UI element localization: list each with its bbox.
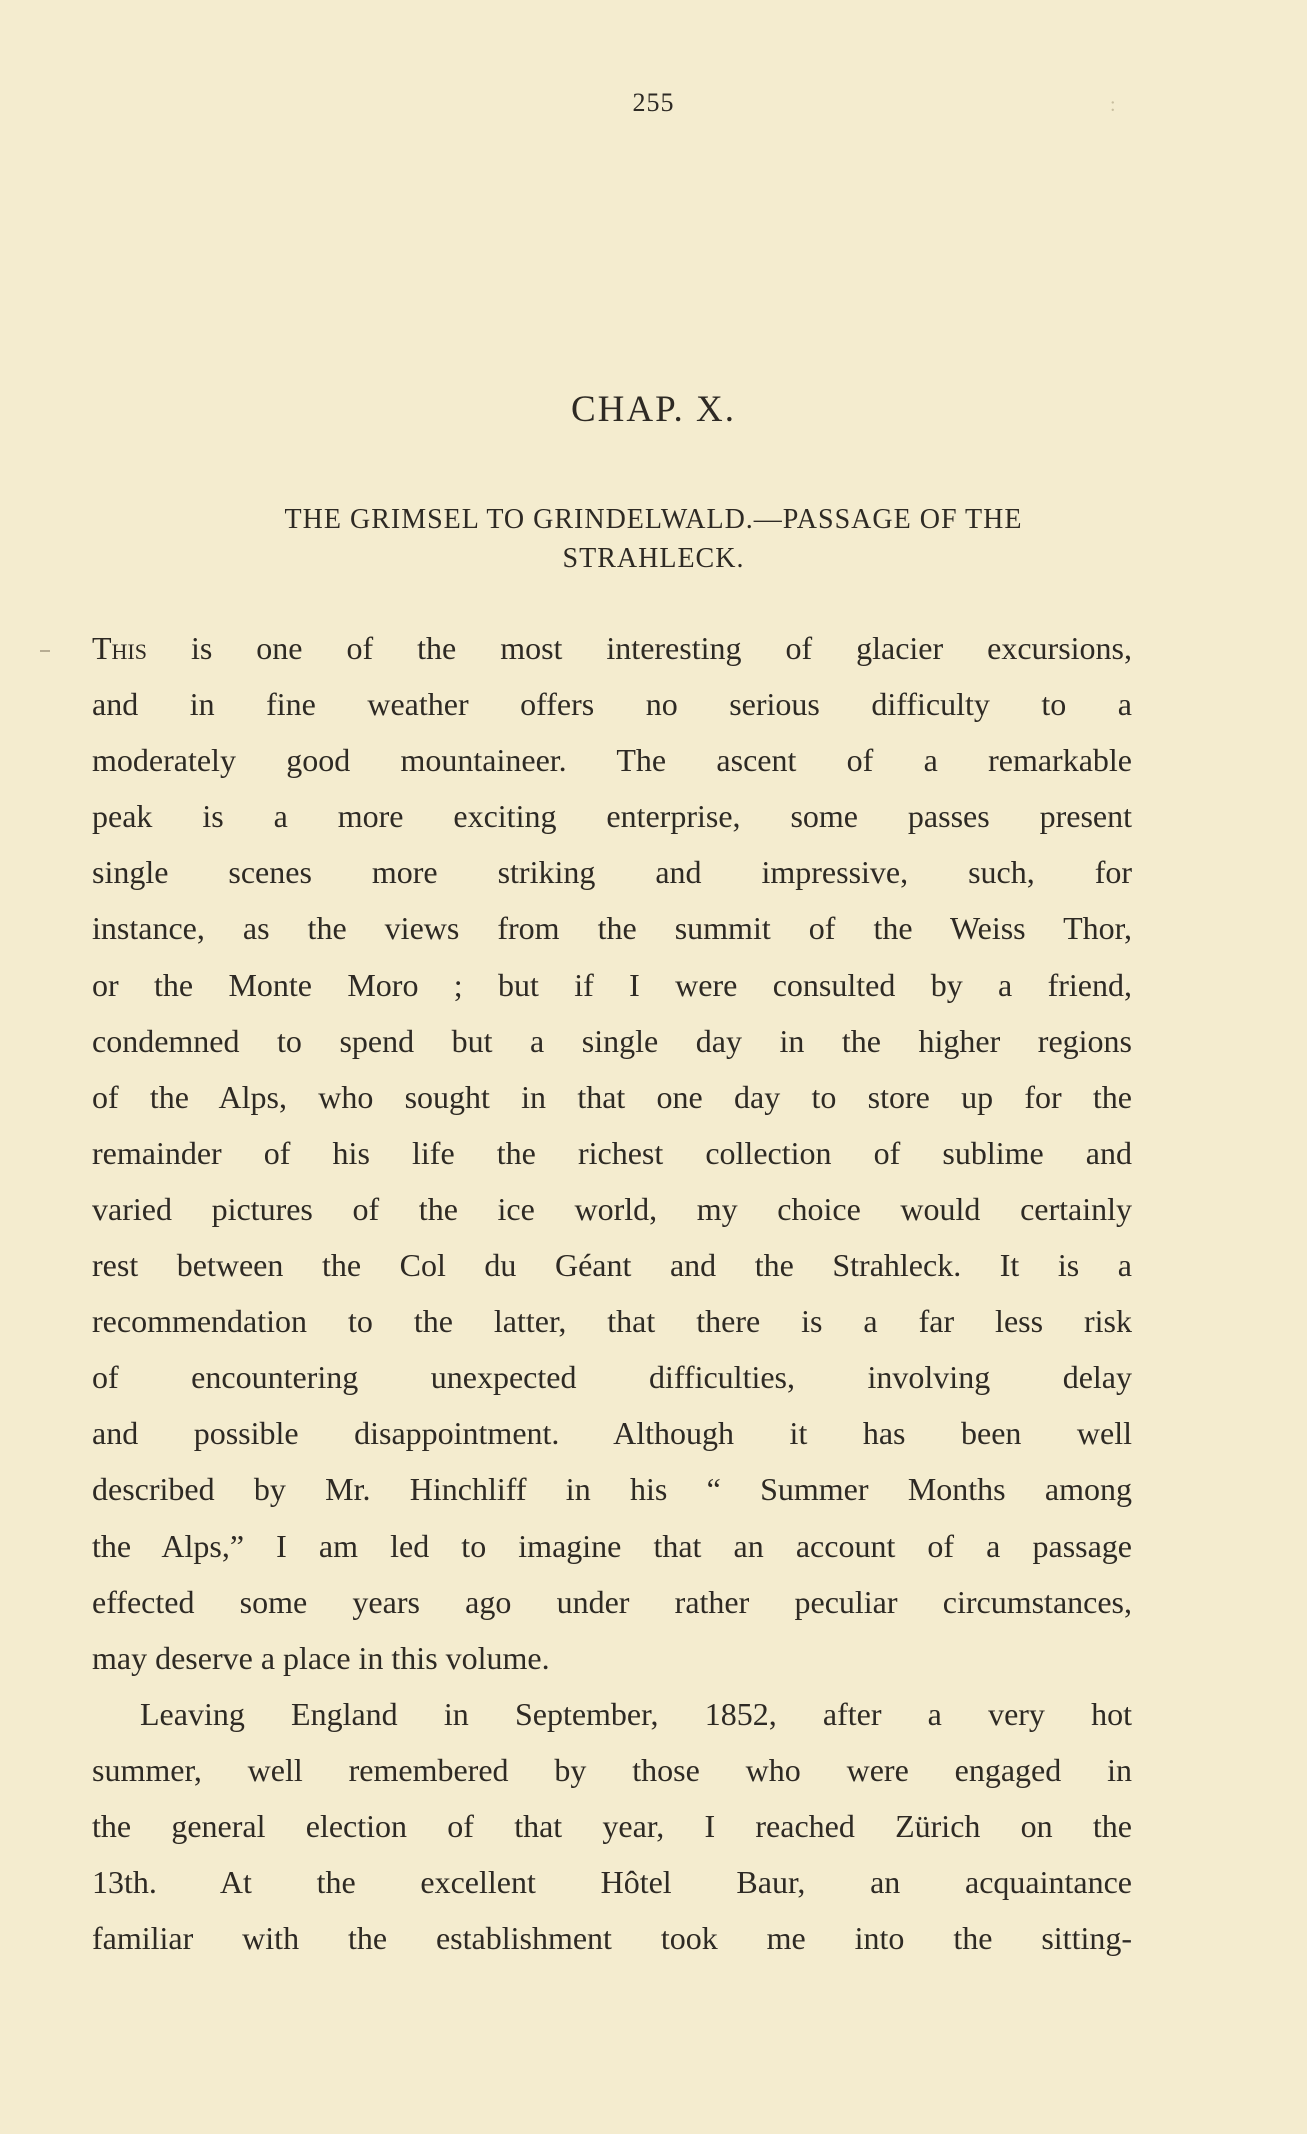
- text-line: the general election of that year, I reached Zürich on the: [92, 1807, 1132, 1844]
- chapter-title-line: STRAHLECK.: [562, 543, 745, 574]
- chapter-heading: CHAP. X.: [570, 389, 737, 430]
- text-line-rest: is one of the most interesting of glacier excursions,: [147, 630, 1132, 666]
- first-word: This: [92, 630, 147, 666]
- text-line: summer, well remembered by those who were engaged in: [92, 1751, 1132, 1788]
- text-line: peak is a more exciting enterprise, some passes present: [92, 798, 1132, 835]
- text-line: 13th. At the excellent Hôtel Baur, an acquaintance: [92, 1864, 1132, 1901]
- text-line: [92, 620, 1132, 676]
- text-line: moderately good mountaineer. The ascent of a remarkable: [92, 742, 1132, 779]
- text-line: may deserve a place in this volume.: [92, 1639, 550, 1676]
- margin-speck: :: [1110, 94, 1116, 116]
- text-line: and in fine weather offers no serious difficulty to a: [92, 686, 1132, 723]
- page-number: 255: [632, 88, 675, 117]
- text-line: of encountering unexpected difficulties, involving delay: [92, 1359, 1132, 1396]
- text-line: instance, as the views from the summit of the Weiss Thor,: [92, 910, 1132, 947]
- text-line: of the Alps, who sought in that one day to store up for the: [92, 1078, 1132, 1115]
- text-line: described by Mr. Hinchliff in his “ Summer Months among: [92, 1471, 1132, 1508]
- text-line: rest between the Col du Géant and the Strahleck. It is a: [92, 1247, 1132, 1284]
- text-line: remainder of his life the richest collection of sublime and: [92, 1134, 1132, 1171]
- text-line: effected some years ago under rather peculiar circumstances,: [92, 1583, 1132, 1620]
- body-text: [92, 620, 1132, 1966]
- text-line: varied pictures of the ice world, my choice would certainly: [92, 1190, 1132, 1227]
- text-line: familiar with the establishment took me into the sitting-: [92, 1920, 1132, 1957]
- text-line: recommendation to the latter, that there is a far less risk: [92, 1303, 1132, 1340]
- margin-mark: [40, 650, 50, 652]
- text-line: and possible disappointment. Although it has been well: [92, 1415, 1132, 1452]
- text-line: condemned to spend but a single day in the higher regions: [92, 1022, 1132, 1059]
- text-line: Leaving England in September, 1852, after a very hot: [140, 1695, 1132, 1732]
- chapter-title: [90, 500, 1217, 578]
- text-line: the Alps,” I am led to imagine that an account of a passage: [92, 1527, 1132, 1564]
- text-line: or the Monte Moro ; but if I were consulted by a friend,: [92, 966, 1132, 1003]
- text-line: single scenes more striking and impressive, such, for: [92, 854, 1132, 891]
- chapter-title-line: THE GRIMSEL TO GRINDELWALD.—PASSAGE OF THE: [284, 504, 1023, 535]
